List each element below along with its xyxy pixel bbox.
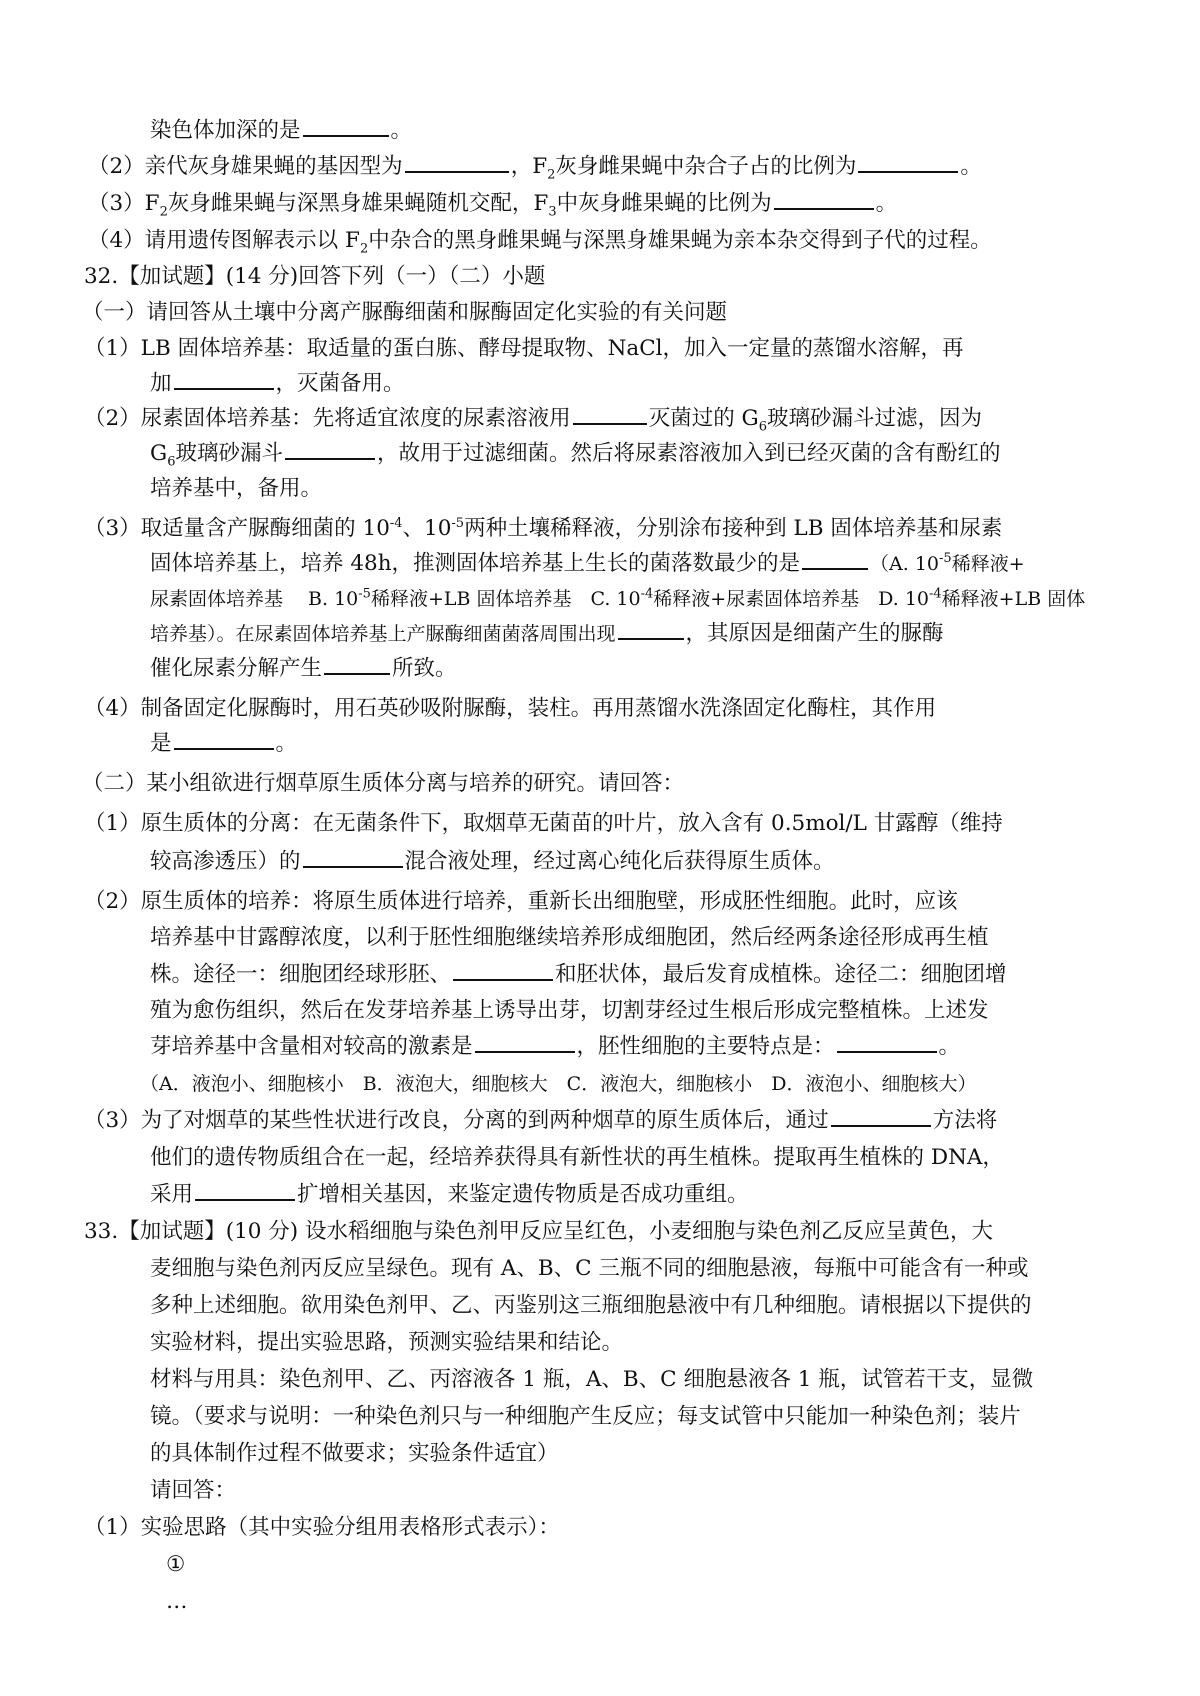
answer-blank[interactable] (453, 959, 553, 981)
q32-2-2-line3: 株。途径一：细胞团经球形胚、 和胚状体，最后发育成植株。途径二：细胞团增 (0, 958, 1200, 992)
answer-blank[interactable] (774, 188, 874, 210)
q32-2-1-line1: （1）原生质体的分离：在无菌条件下，取烟草无菌苗的叶片，放入含有 0.5mol/L 甘露醇（维持 (84, 811, 1003, 836)
answer-blank[interactable] (573, 403, 647, 425)
q33-1-heading: （1）实验思路（其中实验分组用表格形式表示）： (84, 1515, 560, 1540)
q32-1-3-options: 尿素固体培养基 B. $10^{-5}$稀释液+LB 固体培养基 C. $10^{-4}$稀释液+尿素固体培养基 D. $10^{-4}$稀释液+LB 固体 (150, 586, 1086, 610)
q32-2-3-line1: （3）为了对烟草的某些性状进行改良，分离的到两种烟草的原生质体后，通过 方法将 (0, 1104, 1200, 1138)
answer-blank[interactable] (303, 115, 389, 137)
q33-line4: 实验材料，提出实验思路，预测实验结果和结论。 (150, 1330, 624, 1355)
q32-1-2-line3: 培养基中，备用。 (150, 476, 323, 501)
q31-line-0: 染色体加深的是 。 (0, 114, 1200, 148)
q32-2-2-line4: 殖为愈伤组织，然后在发芽培养基上诱导出芽，切割芽经过生根后形成完整植株。上述发 (150, 998, 989, 1023)
q33-line2: 麦细胞与染色剂丙反应呈绿色。现有 A、B、C 三瓶不同的细胞悬液，每瓶中可能含有一种或 (150, 1256, 1029, 1281)
answer-blank[interactable] (174, 728, 274, 750)
answer-blank[interactable] (324, 653, 390, 675)
q33-prompt: 请回答： (150, 1478, 237, 1503)
answer-blank[interactable] (303, 846, 403, 868)
q32-1-4-line1: （4）制备固定化脲酶时，用石英砂吸附脲酶，装柱。再用蒸馏水洗涤固定化酶柱，其作用 (84, 696, 937, 721)
q32-1-3-line1: （3）取适量含产脲酶细菌的 $10^{-4}$、$10^{-5}$两种土壤稀释液，分别涂布接种到 LB 固体培养基和尿素 (84, 515, 1003, 541)
answer-blank[interactable] (174, 368, 274, 390)
q32-1-2-line1: （2）尿素固体培养基：先将适宜浓度的尿素溶液用 灭菌过的 $G_6$玻璃砂漏斗过滤，因为 (0, 402, 1200, 436)
q31-part-3: $(3)F_2$灰身雌果蝇与深黑身雄果蝇随机交配，$F_3$中灰身雌果蝇的比例为 。 (0, 187, 1200, 221)
q32-2-3-line2: 他们的遗传物质组合在一起，经培养获得具有新性状的再生植株。提取再生植株的 DNA， (150, 1145, 1004, 1170)
answer-blank[interactable] (618, 618, 684, 640)
answer-blank[interactable] (405, 151, 509, 173)
q33-line3: 多种上述细胞。欲用染色剂甲、乙、丙鉴别这三瓶细胞悬液中有几种细胞。请根据以下提供的 (150, 1293, 1032, 1318)
answer-blank[interactable] (858, 151, 958, 173)
q33-ellipsis: … (166, 1589, 188, 1614)
q33-line1: 33.【加试题】(10 分) 设水稻细胞与染色剂甲反应呈红色，小麦细胞与染色剂乙反应呈黄色，大 (84, 1219, 993, 1244)
q32-1-4-line2: 是 。 (0, 727, 1200, 761)
q32-2-1-line2: 较高渗透压）的 混合液处理，经过离心纯化后获得原生质体。 (0, 845, 1200, 879)
q32-part2-heading: （二）某小组欲进行烟草原生质体分离与培养的研究。请回答： (82, 771, 685, 796)
q32-part1-heading: （一）请回答从土壤中分离产脲酶细菌和脲酶固定化实验的有关问题 (82, 300, 728, 325)
q33-materials-line3: 的具体制作过程不做要求；实验条件适宜） (150, 1441, 559, 1466)
q32-1-3-line2: 固体培养基上，培养 48h，推测固体培养基上生长的菌落数最少的是 （A. $10^{-5}$稀释液+ (0, 547, 1200, 581)
answer-blank[interactable] (195, 1179, 295, 1201)
q32-1-1-line1: （1）LB 固体培养基：取适量的蛋白胨、酵母提取物、NaCl，加入一定量的蒸馏水溶解，再 (84, 336, 964, 361)
q33-materials-line2: 镜。（要求与说明：一种染色剂只与一种细胞产生反应；每支试管中只能加一种染色剂；装片 (150, 1404, 1021, 1429)
q32-1-1-line2: 加 ，灭菌备用。 (0, 367, 1200, 401)
q32-1-3-line5: 催化尿素分解产生 所致。 (0, 652, 1200, 686)
q31-part-4: （4）请用遗传图解表示以 $F_2$中杂合的黑身雌果蝇与深黑身雄果蝇为亲本杂交得到子代的过程。 (88, 228, 992, 257)
q32-2-2-line5: 芽培养基中含量相对较高的激素是 ，胚性细胞的主要特点是： 。 (0, 1030, 1200, 1064)
answer-blank[interactable] (802, 548, 868, 570)
q33-step-1: ① (166, 1552, 186, 1577)
q32-1-3-line4: 培养基）。在尿素固体培养基上产脲酶细菌菌落周围出现 ，其原因是细菌产生的脲酶 (0, 617, 1200, 651)
answer-blank[interactable] (475, 1031, 575, 1053)
q32-2-3-line3: 采用 扩增相关基因，来鉴定遗传物质是否成功重组。 (0, 1178, 1200, 1212)
q31-part-2: （2）亲代灰身雄果蝇的基因型为 ，$F_2$灰身雌果蝇中杂合子占的比例为 。 (0, 150, 1200, 184)
q32-2-2-line1: （2）原生质体的培养：将原生质体进行培养，重新长出细胞壁，形成胚性细胞。此时，应该 (84, 889, 958, 914)
q32-2-2-line2: 培养基中甘露醇浓度，以利于胚性细胞继续培养形成细胞团，然后经两条途径形成再生植 (150, 925, 989, 950)
q32-1-2-line2: $G_6$玻璃砂漏斗 ，故用于过滤细菌。然后将尿素溶液加入到已经灭菌的含有酚红的 (0, 437, 1200, 471)
answer-blank[interactable] (285, 438, 375, 460)
q33-materials-line1: 材料与用具：染色剂甲、乙、丙溶液各 1 瓶，A、B、C 细胞悬液各 1 瓶，试管若干支，显微 (150, 1367, 1034, 1392)
answer-blank[interactable] (837, 1031, 937, 1053)
q32-heading: 32.【加试题】(14 分)回答下列（一）（二）小题 (84, 264, 546, 289)
q32-2-2-options: （A．液泡小、细胞核小 B．液泡大，细胞核大 C．液泡大，细胞核小 D．液泡小、细胞核大） (140, 1073, 977, 1095)
answer-blank[interactable] (831, 1105, 931, 1127)
